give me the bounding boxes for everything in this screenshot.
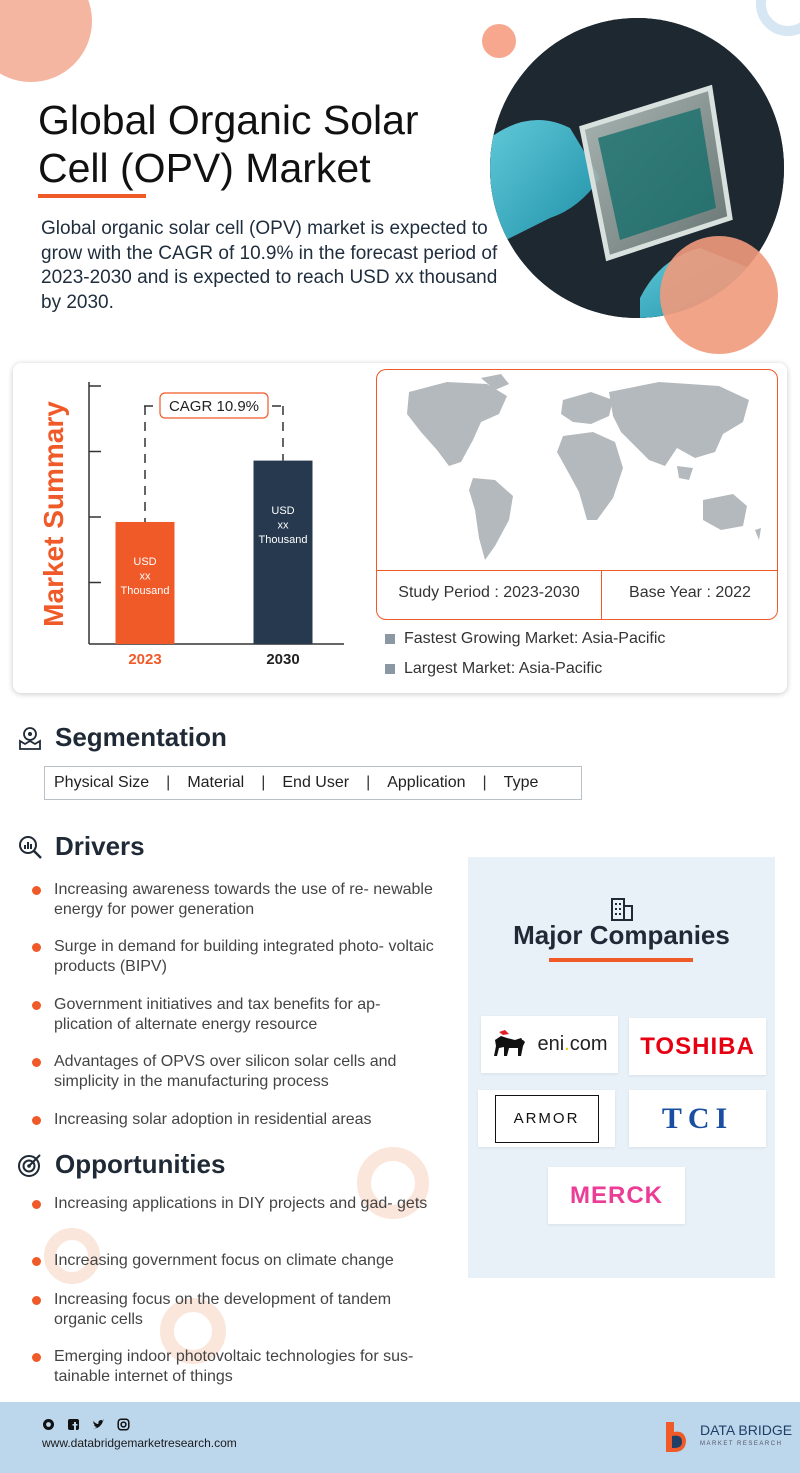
base-year: Base Year : 2022 — [629, 584, 751, 601]
data-bridge-logo-icon — [662, 1418, 694, 1456]
drivers-heading: Drivers — [17, 831, 145, 862]
drivers-list — [30, 880, 440, 1140]
instagram-icon[interactable] — [117, 1416, 130, 1429]
segment-separator: | — [482, 774, 487, 791]
eni-dog-icon — [491, 1028, 531, 1062]
map-divider-horizontal — [376, 570, 778, 571]
segment-type: Type — [503, 774, 539, 791]
opportunity-item: Increasing government focus on climate change — [30, 1251, 440, 1271]
logo-armor: ARMOR — [478, 1090, 615, 1147]
target-icon — [17, 1152, 43, 1178]
fastest-growing-market: Fastest Growing Market: Asia-Pacific — [385, 630, 665, 648]
opportunities-heading: Opportunities — [17, 1149, 225, 1180]
segment-end-user: End User — [282, 774, 350, 791]
market-summary-label: Market Summary — [38, 401, 69, 627]
driver-item: Increasing awareness towards the use of re- newable energy for power generation — [30, 880, 440, 920]
logo-merck: MERCK — [548, 1167, 685, 1224]
largest-market: Largest Market: Asia-Pacific — [385, 660, 602, 678]
decor-circle-photo — [660, 236, 778, 354]
segment-separator: | — [366, 774, 371, 791]
page-title: Global Organic Solar Cell (OPV) Market — [38, 97, 419, 191]
facebook-icon[interactable] — [67, 1416, 80, 1429]
whatsapp-icon[interactable] — [42, 1416, 55, 1429]
segmentation-list — [44, 766, 582, 800]
twitter-icon[interactable] — [92, 1416, 105, 1429]
world-map — [377, 370, 778, 570]
brand-name: DATA BRIDGE MARKET RESEARCH — [700, 1422, 793, 1447]
world-map-panel — [376, 369, 778, 620]
cagr-label: CAGR 10.9% — [168, 398, 260, 415]
decor-ring-top-right — [756, 0, 800, 36]
major-companies-underline — [549, 958, 693, 962]
logo-eni — [481, 1016, 618, 1073]
intro-text: Global organic solar cell (OPV) market is expected to grow with the CAGR of 10.9% in the forecast period of 2023-2030 and is expected to reach USD xx thousand by 2030. — [41, 218, 498, 313]
segmentation-icon — [17, 725, 43, 751]
bar-label-2023-thousand: Thousand — [120, 584, 170, 597]
bar-label-2030-xx: xx — [277, 519, 289, 532]
segment-application: Application — [387, 774, 466, 791]
opportunity-item: Increasing focus on the development of tandem organic cells — [30, 1290, 440, 1330]
segment-separator: | — [166, 774, 171, 791]
magnifier-chart-icon — [17, 834, 43, 860]
bar-2030 — [254, 461, 313, 644]
opportunity-item: Emerging indoor photovoltaic technologies for sus- tainable internet of things — [30, 1347, 440, 1387]
x-tick-2023: 2023 — [128, 651, 162, 668]
x-tick-2030: 2030 — [266, 651, 300, 668]
bar-label-2030-thousand: Thousand — [258, 533, 308, 546]
decor-circle-top-left — [0, 0, 92, 82]
map-divider-vertical — [601, 570, 602, 620]
segment-separator: | — [261, 774, 266, 791]
title-underline — [38, 194, 146, 198]
bullet-square — [385, 664, 395, 674]
driver-item: Increasing solar adoption in residential areas — [30, 1110, 440, 1130]
brand-logo — [662, 1418, 792, 1456]
driver-item: Advantages of OPVS over silicon solar cells and simplicity in the manufacturing process — [30, 1052, 440, 1092]
building-icon — [609, 896, 635, 922]
bar-2023 — [116, 522, 175, 644]
social-links — [42, 1416, 142, 1429]
driver-item: Government initiatives and tax benefits for ap- plication of alternate energy resource — [30, 995, 440, 1035]
opportunity-item: Increasing applications in DIY projects and gad- gets — [30, 1194, 440, 1214]
logo-toshiba: TOSHIBA — [629, 1018, 766, 1075]
major-companies-heading: Major Companies — [513, 920, 730, 950]
segmentation-heading: Segmentation — [17, 722, 227, 753]
logo-tci: TCI — [629, 1090, 766, 1147]
segment-physical-size: Physical Size — [54, 774, 150, 791]
segment-material: Material — [187, 774, 245, 791]
opportunities-list — [30, 1194, 440, 1394]
eni-wordmark: eni.com — [537, 1033, 608, 1055]
bullet-square — [385, 634, 395, 644]
bar-label-2023-xx: xx — [139, 570, 151, 583]
market-bar-chart — [80, 372, 360, 672]
study-period: Study Period : 2023-2030 — [398, 584, 580, 601]
bar-label-2030-usd: USD — [271, 504, 295, 517]
decor-circle-small — [482, 24, 516, 58]
website-url[interactable]: www.databridgemarketresearch.com — [42, 1436, 237, 1450]
bar-label-2023-usd: USD — [133, 555, 157, 568]
driver-item: Surge in demand for building integrated photo- voltaic products (BIPV) — [30, 937, 440, 977]
